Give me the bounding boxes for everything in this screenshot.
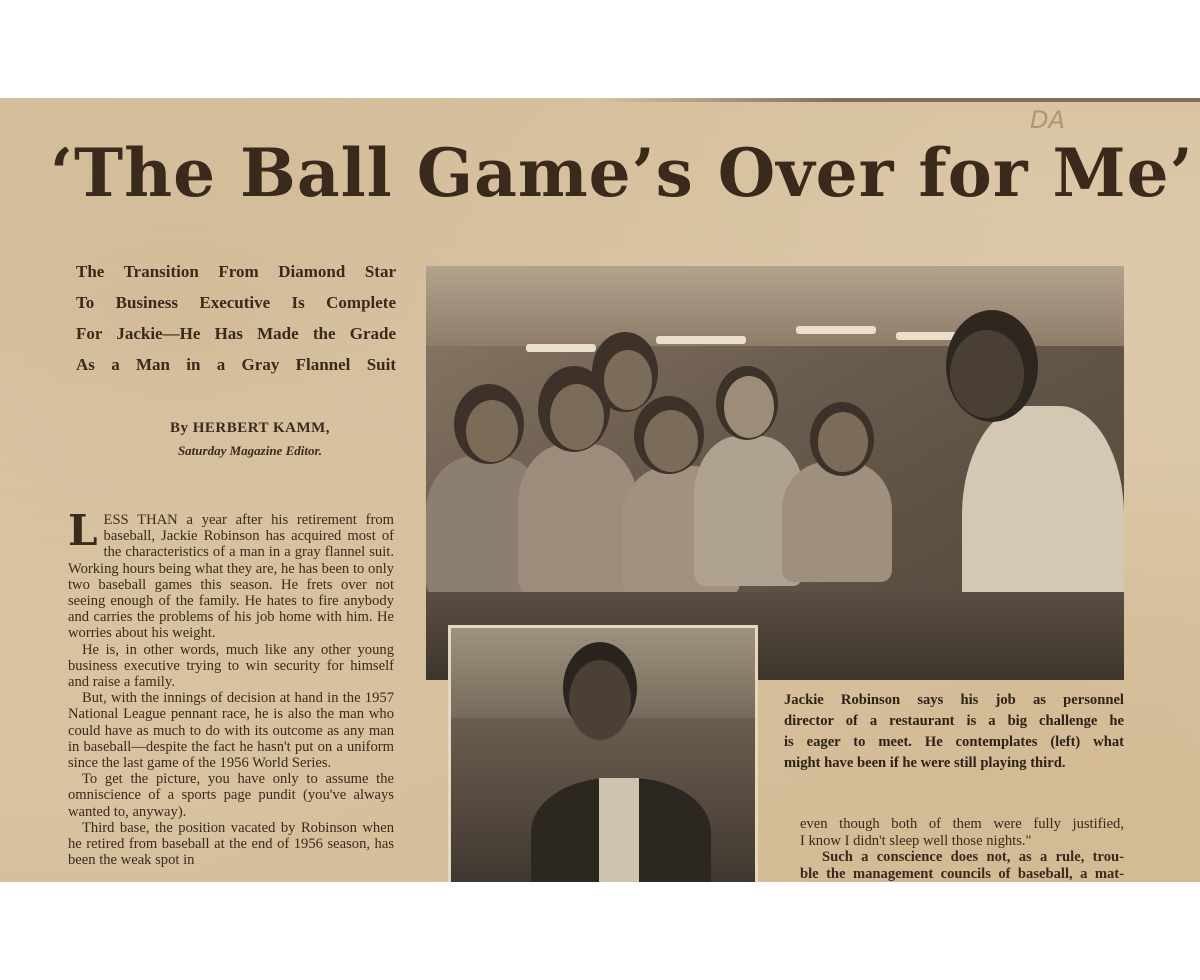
deck-line: As a Man in a Gray Flannel Suit <box>76 355 396 374</box>
deck-line: For Jackie—He Has Made the Grade <box>76 324 396 343</box>
ceiling-light <box>656 336 746 344</box>
article-paragraph: But, with the innings of decision at hand in the 1957 National League pennant race, he is also the man who could have as much to do with its outcome as any man in baseball—despite the fact he hasn't put on a uniform since the last game of the 1956 World Series. <box>68 690 394 772</box>
newspaper-clipping <box>0 98 1200 882</box>
torn-top-edge <box>600 98 1200 102</box>
article-paragraph: To get the picture, you have only to assume the omniscience of a sports page pundit (you've always wanted to, anyway). <box>68 771 394 820</box>
body-line: I know I didn't sleep well those nights." <box>800 832 1032 849</box>
deck-line: The Transition From Diamond Star <box>76 262 396 281</box>
portrait-shirt <box>599 778 639 882</box>
caption-line: is eager to meet. He contemplates (left) what <box>784 734 1124 750</box>
article-paragraph: Third base, the position vacated by Robinson when he retired from baseball at the end of 1956 season, has been the weak spot in <box>68 819 394 869</box>
paragraph-text: ESS THAN a year after his retirement from baseball, Jackie Robinson has acquired most of the characteristics of a man in a gray flannel suit. Working hours being what they are, he has been to only two baseball games this season. He frets over not seeing enough of the family. He hates to fire anybody and carries the problems of his job home with him. He worries about his weight. <box>68 512 394 642</box>
drop-cap: L <box>68 512 98 555</box>
headline: ‘The Ball Game’s Over for Me’ <box>50 134 1194 212</box>
ceiling-light <box>526 344 596 352</box>
caption-line: Jackie Robinson says his job as personnel <box>784 692 1124 708</box>
article-paragraph <box>68 512 394 642</box>
subheadline-deck <box>76 256 396 380</box>
photo-caption <box>784 690 1124 774</box>
article-paragraph: He is, in other words, much like any other young business executive trying to win security for himself and raise a family. <box>68 641 394 691</box>
ceiling-light <box>796 326 876 334</box>
article-body-column <box>68 512 394 882</box>
body-line: Such a conscience does not, as a rule, trou- <box>822 849 1124 865</box>
caption-line: might have been if he were still playing third. <box>784 755 1066 771</box>
body-line: ble the management councils of baseball, a mat- <box>800 865 1124 882</box>
pencil-annotation: DA <box>1030 106 1065 134</box>
body-line: even though both of them were fully justified, <box>800 816 1124 832</box>
byline <box>140 420 360 459</box>
deck-line: To Business Executive Is Complete <box>76 293 396 312</box>
caption-line: director of a restaurant is a big challenge he <box>784 713 1124 729</box>
photo-restaurant-staff <box>426 266 1124 680</box>
byline-role: Saturday Magazine Editor. <box>177 443 323 458</box>
portrait-face <box>569 660 631 740</box>
byline-author: By HERBERT KAMM, <box>169 420 331 436</box>
photo-jackie-portrait <box>448 625 758 882</box>
article-body-column-2 <box>800 816 1124 882</box>
